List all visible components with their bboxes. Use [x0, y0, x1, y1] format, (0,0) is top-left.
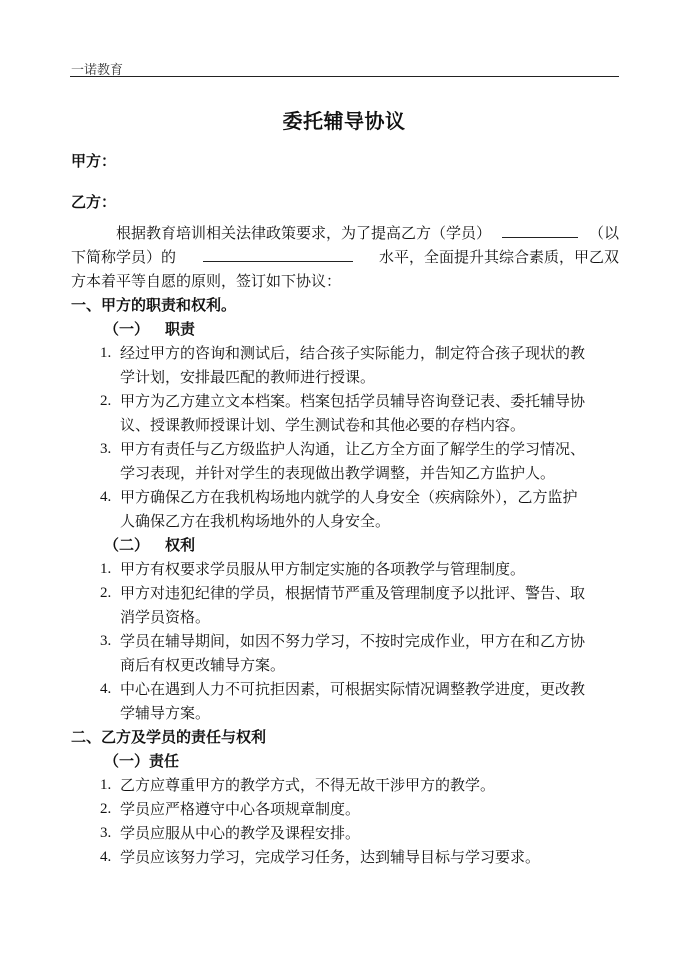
subject-level-blank[interactable]: [203, 245, 353, 262]
item-text: 议、授课教师授课计划、学生测试卷和其他必要的存档内容。: [120, 416, 526, 434]
party-a-label: 甲方：: [71, 152, 117, 170]
item-number: 1.: [100, 777, 112, 793]
header-org-name: 一诺教育: [71, 63, 124, 78]
item-text: 消学员资格。: [120, 608, 211, 626]
party-b-label: 乙方：: [71, 193, 117, 211]
list-item: [100, 845, 618, 869]
item-number: 2.: [100, 801, 112, 817]
item-text: 学员在辅导期间，如因不努力学习，不按时完成作业，甲方在和乙方协: [120, 632, 586, 650]
student-name-blank[interactable]: [502, 221, 578, 238]
section-2-sub-1-heading: [104, 749, 179, 773]
item-number: 1.: [100, 345, 112, 361]
item-text: 学习表现，并针对学生的表现做出教学调整，并告知乙方监护人。: [120, 464, 556, 482]
item-text: 中心在遇到人力不可抗拒因素，可根据实际情况调整教学进度，更改教: [120, 680, 586, 698]
intro-line-2: [71, 245, 619, 269]
item-text: 乙方应尊重甲方的教学方式，不得无故干涉甲方的教学。: [120, 776, 496, 794]
intro-text: 下简称学员）的: [71, 248, 177, 266]
header-divider: [70, 76, 619, 77]
item-number: 3.: [100, 441, 112, 457]
item-text: 商后有权更改辅导方案。: [120, 656, 286, 674]
list-item: [100, 485, 618, 533]
item-number: 2.: [100, 585, 112, 601]
intro-text: （以: [588, 224, 619, 242]
item-text: 甲方为乙方建立文本档案。档案包括学员辅导咨询登记表、委托辅导协: [120, 392, 586, 410]
section-1-heading: 一、甲方的职责和权利。: [71, 296, 237, 314]
list-item: [100, 821, 618, 845]
item-number: 2.: [100, 393, 112, 409]
item-number: 4.: [100, 849, 112, 865]
section-1-sub-1-heading: [104, 317, 195, 341]
item-text: 甲方确保乙方在我机构场地内就学的人身安全（疾病除外），乙方监护: [120, 488, 578, 506]
item-number: 3.: [100, 825, 112, 841]
list-item: [100, 557, 618, 581]
intro-text: 水平，全面提升其综合素质，甲乙双: [378, 248, 619, 266]
subheading-number: （一）: [104, 752, 150, 770]
item-text: 甲方对违犯纪律的学员，根据情节严重及管理制度予以批评、警告、取: [120, 584, 586, 602]
item-text: 经过甲方的咨询和测试后，结合孩子实际能力，制定符合孩子现状的教: [120, 344, 586, 362]
subheading-title: 职责: [165, 320, 196, 338]
list-item: [100, 677, 618, 725]
item-text: 学辅导方案。: [120, 704, 211, 722]
item-text: 学员应服从中心的教学及课程安排。: [120, 824, 361, 842]
intro-text: 方本着平等自愿的原则，签订如下协议：: [71, 272, 342, 290]
item-text: 学员应严格遵守中心各项规章制度。: [120, 800, 361, 818]
intro-paragraph: [71, 221, 619, 293]
list-item: [100, 389, 618, 437]
item-text: 甲方有责任与乙方级监护人沟通，让乙方全方面了解学生的学习情况、: [120, 440, 586, 458]
item-number: 3.: [100, 633, 112, 649]
item-text: 学计划，安排最匹配的教师进行授课。: [120, 368, 376, 386]
section-1-sub-2-heading: [104, 533, 195, 557]
subheading-number: （二）: [104, 536, 150, 554]
subheading-title: 责任: [149, 752, 180, 770]
item-text: 学员应该努力学习，完成学习任务，达到辅导目标与学习要求。: [120, 848, 541, 866]
item-number: 4.: [100, 681, 112, 697]
list-item: [100, 629, 618, 677]
item-text: 甲方有权要求学员服从甲方制定实施的各项教学与管理制度。: [120, 560, 526, 578]
subheading-number: （一）: [104, 320, 150, 338]
list-item: [100, 773, 618, 797]
section-2-heading: 二、乙方及学员的责任与权利: [71, 728, 267, 746]
item-text: 人确保乙方在我机构场地外的人身安全。: [120, 512, 391, 530]
item-number: 4.: [100, 489, 112, 505]
list-item: [100, 341, 618, 389]
intro-line-3: [71, 269, 619, 293]
subheading-title: 权利: [165, 536, 196, 554]
list-item: [100, 797, 618, 821]
intro-text: 根据教育培训相关法律政策要求，为了提高乙方（学员）: [116, 224, 492, 242]
document-title: 委托辅导协议: [282, 109, 406, 133]
list-item: [100, 581, 618, 629]
list-item: [100, 437, 618, 485]
intro-line-1: [71, 221, 619, 245]
item-number: 1.: [100, 561, 112, 577]
